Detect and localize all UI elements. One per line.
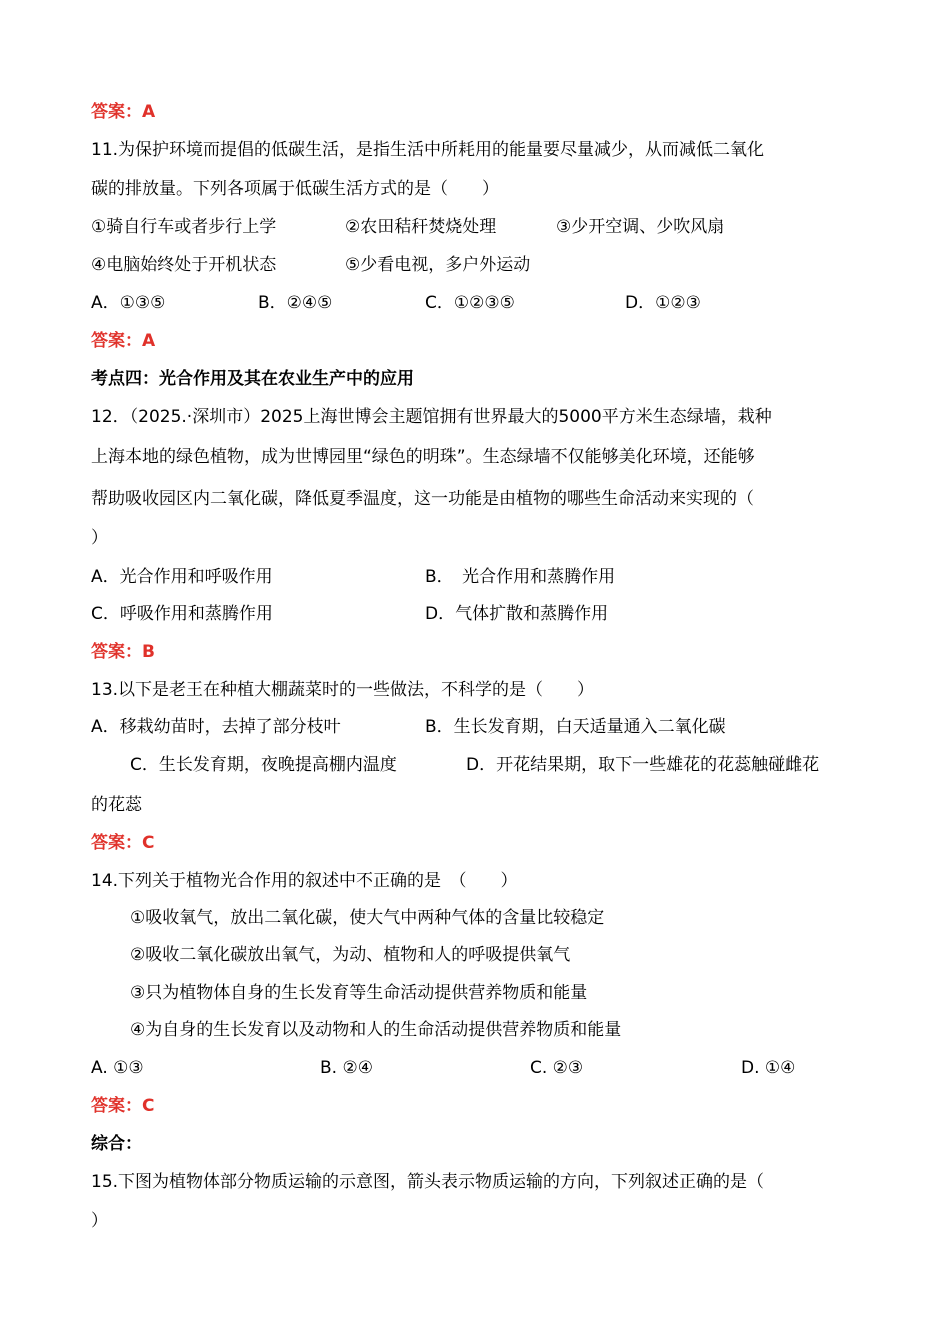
q12-stem-line1: 12．（2025.·深圳市）2025上海世博会主题馆拥有世界最大的5000平方米生态绿墙，栽种 xyxy=(91,407,772,427)
q12-stem-line4: ） xyxy=(91,528,108,548)
q14-option-d: D. ①④ xyxy=(741,1058,796,1078)
q13-stem: 13.以下是老王在种植大棚蔬菜时的一些做法，不科学的是（ ） xyxy=(91,680,595,700)
q11-item-1: ①骑自行车或者步行上学 xyxy=(91,217,277,237)
q11-item-4: ④电脑始终处于开机状态 xyxy=(91,255,277,275)
q14-item-4: ④为自身的生长发育以及动物和人的生命活动提供营养物质和能量 xyxy=(130,1020,622,1040)
q11-option-d: D．①②③ xyxy=(625,293,701,313)
q13-option-c: C．生长发育期，夜晚提高棚内温度 xyxy=(130,755,397,775)
q12-option-a: A．光合作用和呼吸作用 xyxy=(91,567,273,587)
q14-item-2: ②吸收二氧化碳放出氧气，为动、植物和人的呼吸提供氧气 xyxy=(130,945,571,965)
q15-stem-line2: ） xyxy=(91,1211,108,1231)
q11-stem-line2: 碳的排放量。下列各项属于低碳生活方式的是（ ） xyxy=(91,179,499,199)
q12-option-c: C．呼吸作用和蒸腾作用 xyxy=(91,604,273,624)
answer-q14: 答案：C xyxy=(91,1096,155,1116)
q12-option-b: B． 光合作用和蒸腾作用 xyxy=(425,567,616,587)
q12-stem-line2: 上海本地的绿色植物，成为世博园里“绿色的明珠”。生态绿墙不仅能够美化环境，还能够 xyxy=(91,447,755,467)
q14-item-1: ①吸收氧气，放出二氧化碳，使大气中两种气体的含量比较稳定 xyxy=(130,908,605,928)
q12-option-d: D．气体扩散和蒸腾作用 xyxy=(425,604,609,624)
q14-option-a: A. ①③ xyxy=(91,1058,144,1078)
q12-stem-line3: 帮助吸收园区内二氧化碳，降低夏季温度，这一功能是由植物的哪些生命活动来实现的（ xyxy=(91,489,754,509)
q14-option-c: C. ②③ xyxy=(530,1058,584,1078)
q11-item-3: ③少开空调、少吹风扇 xyxy=(556,217,725,237)
section-heading-comprehensive: 综合： xyxy=(91,1134,142,1154)
q14-option-b: B. ②④ xyxy=(320,1058,373,1078)
q11-stem-line1: 11.为保护环境而提倡的低碳生活，是指生活中所耗用的能量要尽量减少，从而减低二氧化 xyxy=(91,140,765,160)
q13-option-a: A．移栽幼苗时，去掉了部分枝叶 xyxy=(91,717,341,737)
q13-option-d: D．开花结果期，取下一些雄花的花蕊触碰雌花 xyxy=(466,755,820,775)
q13-option-d-continuation: 的花蕊 xyxy=(91,795,142,815)
answer-q12: 答案：B xyxy=(91,642,155,662)
q11-item-2: ②农田秸秆焚烧处理 xyxy=(345,217,497,237)
q11-item-5: ⑤少看电视，多户外运动 xyxy=(345,255,531,275)
answer-q13: 答案：C xyxy=(91,833,155,853)
q15-stem-line1: 15.下图为植物体部分物质运输的示意图，箭头表示物质运输的方向，下列叙述正确的是（ xyxy=(91,1172,765,1192)
section-heading-4: 考点四：光合作用及其在农业生产中的应用 xyxy=(91,369,414,389)
answer-q10: 答案：A xyxy=(91,102,156,122)
q14-stem: 14.下列关于植物光合作用的叙述中不正确的是 （ ） xyxy=(91,871,518,891)
q11-option-b: B．②④⑤ xyxy=(258,293,333,313)
q13-option-b: B．生长发育期，白天适量通入二氧化碳 xyxy=(425,717,726,737)
answer-q11: 答案：A xyxy=(91,331,156,351)
q11-option-a: A．①③⑤ xyxy=(91,293,166,313)
q11-option-c: C．①②③⑤ xyxy=(425,293,515,313)
q14-item-3: ③只为植物体自身的生长发育等生命活动提供营养物质和能量 xyxy=(130,983,588,1003)
